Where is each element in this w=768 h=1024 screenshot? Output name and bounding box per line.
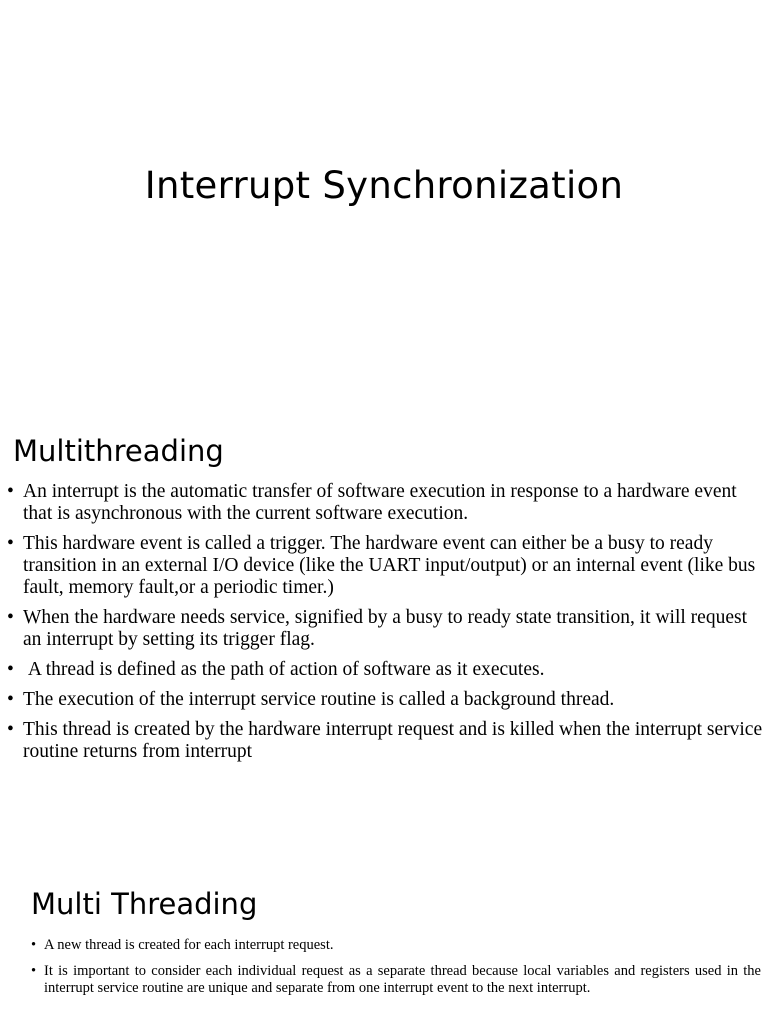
list-item-text: A new thread is created for each interrupt request. bbox=[44, 937, 334, 953]
section-heading-multi-threading: Multi Threading bbox=[31, 887, 258, 921]
list-item-text: It is important to consider each individual request as a separate thread because local variables and registers used in the interrupt service routine are unique and separate from one interrupt event to the next interrupt. bbox=[44, 963, 761, 996]
list-item-text: When the hardware needs service, signified by a busy to ready state transition, it will request an interrupt by setting its trigger flag. bbox=[23, 607, 747, 650]
bullet-icon: • bbox=[31, 963, 37, 979]
list-item bbox=[5, 689, 765, 711]
list-item bbox=[31, 937, 761, 954]
list-item-text: The execution of the interrupt service routine is called a background thread. bbox=[23, 689, 615, 710]
bullet-icon: • bbox=[31, 937, 37, 953]
bullet-icon: • bbox=[7, 719, 14, 740]
list-item-text: An interrupt is the automatic transfer of software execution in response to a hardware event that is asynchronous with the current software execution. bbox=[23, 481, 737, 524]
bullet-icon: • bbox=[7, 607, 14, 628]
bullet-icon: • bbox=[7, 689, 14, 710]
slide-title: Interrupt Synchronization bbox=[144, 164, 624, 207]
bullet-list-multithreading bbox=[5, 481, 765, 771]
section-heading-multithreading: Multithreading bbox=[13, 434, 224, 468]
list-item-text: This hardware event is called a trigger. The hardware event can either be a busy to ready transition in an external I/O device (like the UART input/output) or an internal event (like bus fault, memory fault,or a periodic timer.) bbox=[23, 533, 756, 598]
list-item bbox=[5, 607, 765, 651]
list-item bbox=[5, 659, 765, 681]
bullet-list-multi-threading bbox=[31, 937, 761, 1006]
bullet-icon: • bbox=[7, 659, 14, 680]
bullet-icon: • bbox=[7, 533, 14, 554]
list-item-text: A thread is defined as the path of action of software as it executes. bbox=[23, 659, 545, 680]
list-item bbox=[5, 481, 765, 525]
list-item bbox=[5, 719, 765, 763]
list-item-text: This thread is created by the hardware interrupt request and is killed when the interrupt service routine returns from interrupt bbox=[23, 719, 763, 762]
list-item bbox=[5, 533, 765, 599]
bullet-icon: • bbox=[7, 481, 14, 502]
list-item bbox=[31, 963, 761, 997]
